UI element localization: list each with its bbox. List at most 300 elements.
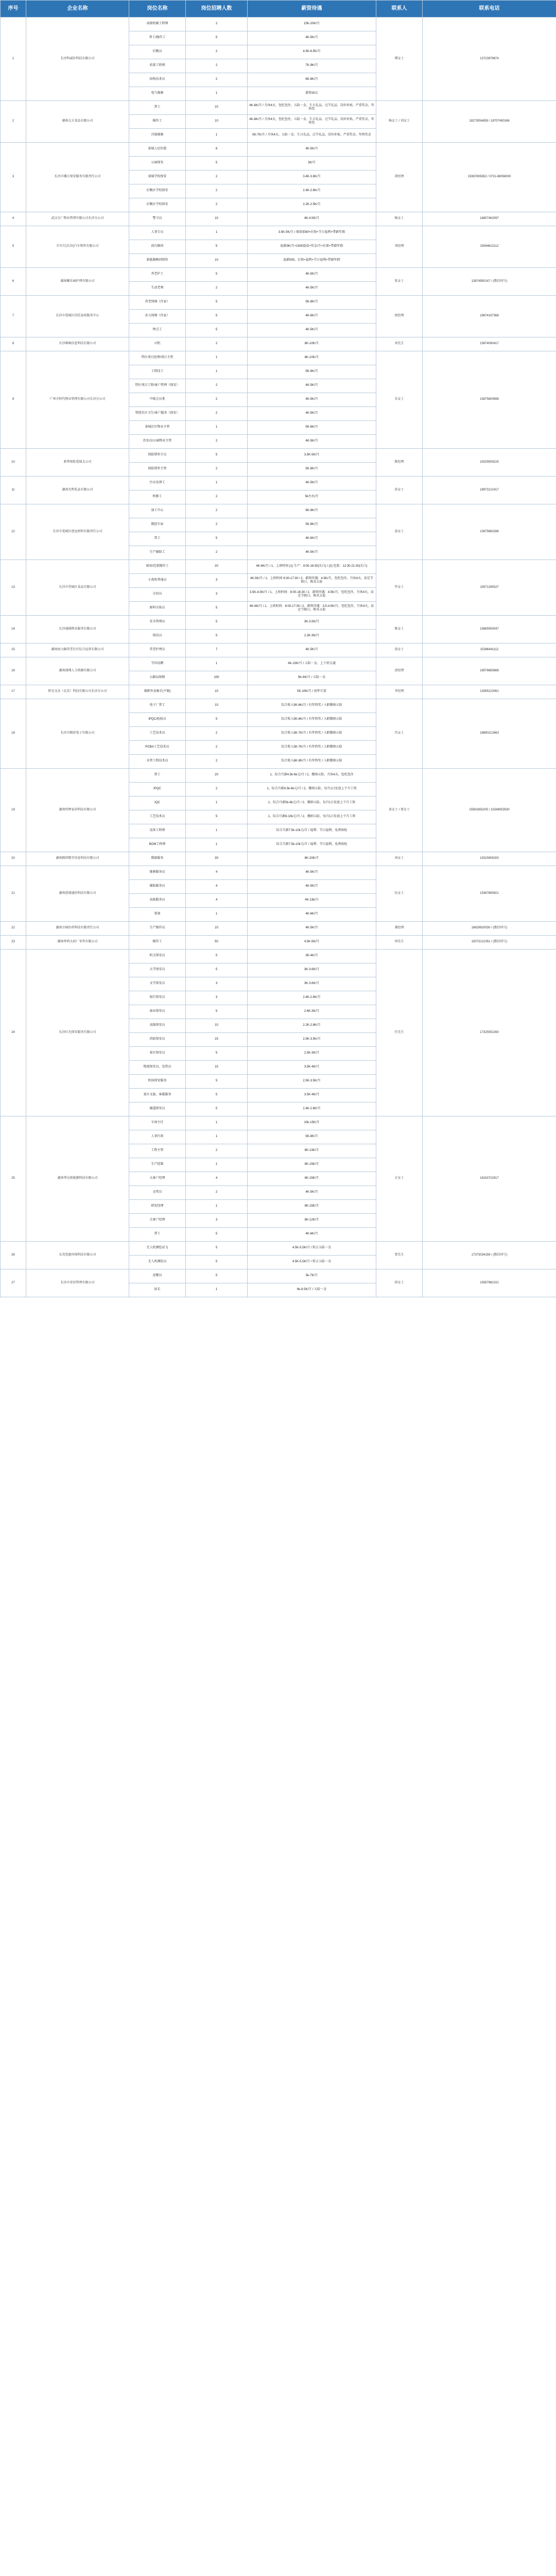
contact-phone: 17325052260	[423, 950, 556, 1116]
company-seq: 14	[1, 616, 26, 643]
position-salary: 4K-5K/月	[248, 324, 376, 337]
position-name: 策划	[129, 908, 186, 922]
position-salary: 4K-5K/月	[248, 268, 376, 282]
table-row	[1, 950, 556, 963]
position-name: 商业保安员	[129, 1005, 186, 1019]
contact-phone: 18576883668	[423, 657, 556, 685]
contact-person: 黄女士 / 蔡女士	[376, 769, 423, 852]
position-salary: 综合收入5K-7K/月 / 有年终奖 / 入职缴纳五险	[248, 741, 376, 755]
position-count: 1	[186, 365, 248, 379]
contact-phone: 15675800698	[423, 351, 556, 449]
contact-person: 杨女士 / 刘女士	[376, 101, 423, 143]
position-salary: 4.5K-5.5K/月 / 转正五险一金	[248, 1256, 376, 1269]
position-salary: 5K-8K/月	[248, 463, 376, 477]
position-count: 5	[186, 963, 248, 977]
position-salary: 4K-5K/月	[248, 407, 376, 421]
position-name: 钟点工	[129, 324, 186, 337]
header-salary: 薪资待遇	[248, 1, 376, 18]
position-name: 公园保安	[129, 157, 186, 171]
position-name: 兼职外卖骑手(不限)	[129, 685, 186, 699]
company-seq: 10	[1, 449, 26, 477]
contact-phone: 18807462097	[423, 212, 556, 226]
position-count: 2	[186, 490, 248, 504]
position-name: 无人机测绘试飞	[129, 1242, 186, 1256]
contact-person: 李经理	[376, 685, 423, 699]
company-seq: 23	[1, 936, 26, 950]
position-name: 养老保姆（住家）	[129, 296, 186, 310]
position-salary: 4K-5K/月	[248, 866, 376, 880]
position-count: 2	[186, 546, 248, 560]
position-salary: 2.2K-2.8K/月	[248, 1019, 376, 1033]
position-count: 10	[186, 115, 248, 129]
contact-phone: 15025509225	[423, 449, 556, 477]
position-name: 保险销售主管	[129, 463, 186, 477]
position-salary: 4K-5K/月	[248, 379, 376, 393]
contact-phone: 15073121051 / (微信同号)	[423, 936, 556, 950]
position-count: 15	[186, 1061, 248, 1075]
position-salary: 3K-3.5K/月	[248, 616, 376, 630]
contact-phone: 18874197368	[423, 296, 556, 337]
position-salary: 2.2K-3K/月	[248, 630, 376, 643]
position-salary: 8K-12K/月	[248, 1214, 376, 1228]
contact-phone: 15581655205 / 15348053530	[423, 769, 556, 852]
header-count: 岗位招聘人数	[186, 1, 248, 18]
contact-person: 孙女士	[376, 477, 423, 504]
position-salary: 1、综合月薪6-10k元/月 / 2、缴纳五险，每月1日发放上个月工资	[248, 810, 376, 824]
position-count: 1	[186, 1200, 248, 1214]
position-salary: 底薪500，社保+福利+节日福利+带薪年假	[248, 254, 376, 268]
company-seq: 12	[1, 504, 26, 560]
position-count: 1	[186, 796, 248, 810]
company-name: 长沙市安居管理有限公司	[26, 1269, 129, 1297]
contact-phone: 15865050047	[423, 616, 556, 643]
position-salary: 底薪3K/月+1500提成+奖金/月+社保+带薪年假	[248, 240, 376, 254]
position-count: 20	[186, 769, 248, 783]
table-row	[1, 699, 556, 713]
company-name: 湖南华鸿大药厂零售有限公司	[26, 936, 129, 950]
position-name: 水管工程技术员	[129, 755, 186, 769]
table-row	[1, 1116, 556, 1130]
table-row	[1, 769, 556, 783]
position-salary: 5K-6K/月 / 五险一金	[248, 671, 376, 685]
position-salary: 4K-6K/月	[248, 532, 376, 546]
position-salary: 3K/月	[248, 157, 376, 171]
position-name: 小夜班普通员	[129, 574, 186, 588]
position-name: 高级机械工程师	[129, 18, 186, 31]
contact-phone: 18890212663	[423, 699, 556, 769]
position-count: 1	[186, 1130, 248, 1144]
position-count: 30	[186, 852, 248, 866]
position-name: 普工	[129, 101, 186, 115]
position-salary: 综合收入6K-9K/月 / 有年终奖 / 入职缴纳五险	[248, 755, 376, 769]
position-salary: 1、综合月薪4.5k-6k元/月 / 2、缴纳五险，月休4天，包吃包住	[248, 769, 376, 783]
company-name: 湖南盛翔人力资源有限公司	[26, 657, 129, 685]
company-seq: 17	[1, 685, 26, 699]
position-count: 2	[186, 407, 248, 421]
position-salary: 2.5K-3K/月	[248, 1047, 376, 1061]
table-row	[1, 143, 556, 157]
contact-person: 朱女士	[376, 351, 423, 449]
position-count: 100	[186, 671, 248, 685]
position-count: 2	[186, 755, 248, 769]
position-name: 仓管员	[129, 1186, 186, 1200]
contact-phone: 17373034159 / (微信同号)	[423, 1242, 556, 1269]
contact-phone: 18163722917	[423, 1116, 556, 1242]
position-name: 工程技工	[129, 365, 186, 379]
contact-phone: 18973122417	[423, 477, 556, 504]
contact-person: 陈女士	[376, 616, 423, 643]
position-count: 10	[186, 254, 248, 268]
position-salary: 8K-15K/月	[248, 1200, 376, 1214]
position-salary: 4K-6K/月	[248, 310, 376, 324]
position-count: 5	[186, 1256, 248, 1269]
contact-phone: 15597982151	[423, 1269, 556, 1297]
position-name: 人事专员	[129, 226, 186, 240]
position-salary: 4K-5K/月	[248, 143, 376, 157]
position-salary: 4.5K-5.5K/月 / 转正五险一金	[248, 1242, 376, 1256]
position-count: 3	[186, 977, 248, 991]
table-row	[1, 504, 556, 518]
contact-person: 罗女士	[376, 560, 423, 616]
table-row	[1, 657, 556, 671]
contact-phone: 13675883286	[423, 504, 556, 560]
position-count: 10	[186, 922, 248, 936]
company-seq: 4	[1, 212, 26, 226]
position-name: 银行保安员	[129, 991, 186, 1005]
position-name: 操作工	[129, 936, 186, 950]
position-count: 2	[186, 463, 248, 477]
position-name: 站长	[129, 1283, 186, 1297]
company-seq: 16	[1, 657, 26, 685]
position-count: 5	[186, 324, 248, 337]
position-count: 1	[186, 226, 248, 240]
position-salary: 8K-20K/月	[248, 852, 376, 866]
table-row	[1, 449, 556, 463]
position-name: 治安员/公园物业主管	[129, 435, 186, 449]
position-count: 4	[186, 894, 248, 908]
position-count: 2	[186, 171, 248, 184]
position-salary: 3.5K-4.5K/月 / 1、上班时间：8:00-16:30 / 2、薪资待遇：4.5K/月，包吃包住，月休4天，法定节假日，购买五险	[248, 588, 376, 602]
position-count: 1	[186, 1158, 248, 1172]
position-salary: 4K-5K/月	[248, 546, 376, 560]
header-seq: 序号	[1, 1, 26, 18]
contact-phone: 15874090417	[423, 337, 556, 351]
position-name: 后勤员	[129, 45, 186, 59]
position-count: 5	[186, 616, 248, 630]
table-row	[1, 560, 556, 574]
position-count: 10	[186, 212, 248, 226]
table-row	[1, 268, 556, 282]
table-row	[1, 685, 556, 699]
header-phone: 联系电话	[423, 1, 556, 18]
position-salary: 5K-8K/月	[248, 296, 376, 310]
position-salary: 5k左右/月	[248, 490, 376, 504]
position-name: 高级保安员	[129, 1019, 186, 1033]
position-salary: 8K-13K/月	[248, 1144, 376, 1158]
company-name: 湖南创视通信科技有限公司	[26, 866, 129, 922]
contact-phone: 13874950147 / (微信同号)	[423, 268, 556, 296]
company-name: 长沙市望城区食品有限公司	[26, 560, 129, 616]
position-salary: 4K-5K/月	[248, 1186, 376, 1200]
position-name: 污水处理工	[129, 477, 186, 490]
position-name: 文学保安员	[129, 977, 186, 991]
position-name: 景城人民医院	[129, 143, 186, 157]
position-count: 2	[186, 393, 248, 407]
position-name: 养老护理员	[129, 643, 186, 657]
position-count: 2	[186, 504, 248, 518]
company-name: 阳光文杰（北京）科技有限公司长沙分公司	[26, 685, 129, 699]
table-row	[1, 922, 556, 936]
contact-person: 周先生	[376, 936, 423, 950]
company-name: 湖南华达新能源科技有限公司	[26, 1116, 129, 1242]
position-count: 2	[186, 59, 248, 73]
position-salary: 2.2K-2.5K/月	[248, 198, 376, 212]
position-name: 前台顾问	[129, 240, 186, 254]
company-seq: 9	[1, 351, 26, 449]
company-seq: 27	[1, 1269, 26, 1297]
position-count: 4	[186, 1172, 248, 1186]
company-name: 广州市时代物业管理有限公司长沙分公司	[26, 351, 129, 449]
position-salary: 4K-5K/月	[248, 643, 376, 657]
position-count: 4	[186, 866, 248, 880]
company-name: 长沙通城物业服务有限公司	[26, 616, 129, 643]
position-salary: 5K-10K/月 / 按件计算	[248, 685, 376, 699]
contact-phone: 13065122061	[423, 685, 556, 699]
position-name: BOM工程师	[129, 838, 186, 852]
company-name: 武汉分厂物业管理有限公司长沙分公司	[26, 212, 129, 226]
position-count: 5	[186, 240, 248, 254]
position-name: 大客户经理	[129, 1214, 186, 1228]
position-salary: 6K-9K/月	[248, 504, 376, 518]
position-name: 大学保安员	[129, 963, 186, 977]
position-count: 5	[186, 602, 248, 616]
position-name: 设备工程师	[129, 824, 186, 838]
table-row	[1, 1242, 556, 1256]
table-row	[1, 18, 556, 31]
position-count: 1	[186, 824, 248, 838]
position-count: 5	[186, 950, 248, 963]
position-salary: 4K-6K/月 / 1、上班时间 (1) 生产：8:00-16:30(长白) / (2) 包装：12:30-21:30(长白)	[248, 560, 376, 574]
position-name: IQC	[129, 796, 186, 810]
position-name: 质量工程师	[129, 59, 186, 73]
contact-phone: 15084622112	[423, 226, 556, 268]
table-row	[1, 866, 556, 880]
position-salary: 4K-5K/月	[248, 435, 376, 449]
company-name: 长沙市湘江保安服务有限责任公司	[26, 143, 129, 212]
position-name: 司机	[129, 337, 186, 351]
position-count: 1	[186, 908, 248, 922]
company-seq: 11	[1, 477, 26, 504]
position-name: 维修服务员	[129, 866, 186, 880]
company-name: 湖南海力赫养老社区综合运营有限公司	[26, 643, 129, 657]
position-count: 10	[186, 685, 248, 699]
company-name: 湖南精鸿数字信息科技有限公司	[26, 852, 129, 866]
position-count: 5	[186, 1242, 248, 1256]
position-count: 5	[186, 713, 248, 727]
contact-person: 刘女士	[376, 852, 423, 866]
contact-person: 肖女士	[376, 699, 423, 769]
position-salary: 6k-8.5K/月 / 五险一金	[248, 1283, 376, 1297]
company-seq: 3	[1, 143, 26, 212]
position-count: 2	[186, 18, 248, 31]
position-name: 生产辅助工	[129, 546, 186, 560]
company-seq: 19	[1, 769, 26, 852]
position-salary: 综合收入5K-7K/月 / 有年终奖 / 入职缴纳五险	[248, 727, 376, 741]
position-name: 新能源顾问销售	[129, 254, 186, 268]
contact-phone: 13723979674	[423, 18, 556, 101]
position-count: 2	[186, 282, 248, 296]
position-salary: 5K-6K/月	[248, 365, 376, 379]
contact-person: 张女士	[376, 268, 423, 296]
position-count: 5	[186, 1103, 248, 1116]
position-salary: 4K-5K/月 / 1、上班时间 8:30-17:30 / 2、薪资待遇：4-5K/月，包吃包住，月休4天，法定节假日，购买五险	[248, 574, 376, 588]
position-count: 1	[186, 657, 248, 671]
position-salary: 4K-10K/月 / 五险一金，上下班交通	[248, 657, 376, 671]
position-name: 公路局保障	[129, 671, 186, 685]
position-name: 研发经理	[129, 1200, 186, 1214]
position-name: 物流保安员、发热员	[129, 1061, 186, 1075]
position-salary: 4K-4.5K/月	[248, 212, 376, 226]
position-name: 结构技术员	[129, 73, 186, 87]
position-salary: 3.5K-4K/月	[248, 1089, 376, 1103]
position-salary: 4K-5K/月	[248, 282, 376, 296]
position-name: 保险销售专员	[129, 449, 186, 463]
position-count: 7	[186, 643, 248, 657]
company-name: 百车行(长沙)汽车销售有限公司	[26, 226, 129, 268]
position-salary: 3K-4K/月	[248, 950, 376, 963]
position-count: 2	[186, 1186, 248, 1200]
position-salary: 5K-8K/月	[248, 1130, 376, 1144]
contact-person: 伍女士	[376, 866, 423, 922]
position-salary: 4.5K-6.5K/月	[248, 45, 376, 59]
table-row	[1, 226, 556, 240]
position-count: 3	[186, 588, 248, 602]
position-salary: 4K-5K/月	[248, 393, 376, 407]
table-row	[1, 351, 556, 365]
position-name: 特区项目经理/项目主管	[129, 351, 186, 365]
position-count: 1	[186, 1116, 248, 1130]
position-salary: 3K-3.6K/月	[248, 963, 376, 977]
position-name: 生产操作员	[129, 922, 186, 936]
header-row	[1, 1, 556, 18]
position-salary: 3.4K-3.6K/月	[248, 171, 376, 184]
position-count: 5	[186, 532, 248, 546]
position-salary: 综合收入5K-6K/月 / 有年终奖 / 入职缴纳五险	[248, 699, 376, 713]
company-seq: 8	[1, 337, 26, 351]
position-name: 工艺技术员	[129, 810, 186, 824]
contact-person: 黄女士	[376, 643, 423, 657]
position-salary: 4K-6K/月 / 月休4天，包吃包住，五险一金，生日礼品，过节礼品，岗位补贴，严重奖金，年终奖	[248, 115, 376, 129]
company-name: 长沙维畅信息科技有限公司	[26, 337, 129, 351]
position-name: 普工/操作工	[129, 31, 186, 45]
position-count: 2	[186, 198, 248, 212]
company-name: 湖南颐乐园护理有限公司	[26, 268, 129, 296]
company-name: 湖南光明乳品有限公司	[26, 477, 129, 504]
contact-person: 唐经理	[376, 296, 423, 337]
position-name: 中级会员类	[129, 393, 186, 407]
company-seq: 20	[1, 852, 26, 866]
position-salary: 综合月薪7.5k-10k元/月 / 福利：节日福利、免费体检	[248, 824, 376, 838]
table-row	[1, 101, 556, 115]
position-count: 2	[186, 518, 248, 532]
position-salary: 5K-8K/月	[248, 518, 376, 532]
position-salary: 7K-9K/月	[248, 59, 376, 73]
position-name: 管控社区卫生/客户服务（保安）	[129, 407, 186, 421]
position-name: 厨房/包装操作工	[129, 560, 186, 574]
position-name: 学位招聘	[129, 657, 186, 671]
position-count: 2	[186, 741, 248, 755]
position-count: 5	[186, 1269, 248, 1283]
position-salary: 15K-20K/月	[248, 18, 376, 31]
position-name: 机场保安服务	[129, 1075, 186, 1089]
contact-phone: 19371195527	[423, 560, 556, 616]
position-salary: 8K-10K/月	[248, 351, 376, 365]
position-salary: 3.5K-5K/月	[248, 449, 376, 463]
position-count: 10	[186, 101, 248, 115]
position-count: 2	[186, 379, 248, 393]
contact-person: 陈经理	[376, 449, 423, 477]
position-name: 景城学校保安	[129, 171, 186, 184]
table-row	[1, 477, 556, 490]
position-salary: 4K-5K/月	[248, 880, 376, 894]
position-count: 5	[186, 1075, 248, 1089]
position-name: 警卫员	[129, 212, 186, 226]
company-seq: 24	[1, 950, 26, 1116]
position-name: 机关保安员	[129, 950, 186, 963]
position-salary: 4.5K-5K/月	[248, 936, 376, 950]
table-body	[1, 18, 556, 1297]
position-name: 冷链维修	[129, 129, 186, 143]
table-row	[1, 337, 556, 351]
contact-person: 谭女士	[376, 18, 423, 101]
position-count: 15	[186, 1033, 248, 1047]
company-name: 长沙红光保安服务有限公司	[26, 950, 129, 1116]
position-count: 5	[186, 310, 248, 324]
company-name: 新华保险爱城支公司	[26, 449, 129, 477]
company-seq: 22	[1, 922, 26, 936]
position-name: 数控车床	[129, 518, 186, 532]
position-name: 普工	[129, 532, 186, 546]
position-salary: 2.4K-2.6K/月	[248, 184, 376, 198]
table-row	[1, 852, 556, 866]
table-row	[1, 296, 556, 310]
position-count: 5	[186, 157, 248, 171]
position-count: 5	[186, 1228, 248, 1242]
position-name: 高级服务员	[129, 894, 186, 908]
contact-person: 胡经理	[376, 143, 423, 212]
position-salary: 8K-15K/月	[248, 1158, 376, 1172]
contact-person: 龚经理	[376, 922, 423, 936]
position-count: 1	[186, 351, 248, 365]
position-count: 4	[186, 880, 248, 894]
position-count: 3	[186, 574, 248, 588]
position-count: 2	[186, 45, 248, 59]
position-count: 1	[186, 838, 248, 852]
position-name: IPQC	[129, 783, 186, 796]
position-name: 大客户经理	[129, 1172, 186, 1186]
position-name: 养老护士	[129, 268, 186, 282]
position-name: 特区项目工程/客户管理（保安）	[129, 379, 186, 393]
position-count: 2	[186, 727, 248, 741]
position-count: 1	[186, 477, 248, 490]
position-name: 后勤区学校保安	[129, 198, 186, 212]
position-name: 消防保安员	[129, 1033, 186, 1047]
position-salary: 2.5K-3.5K/月	[248, 1075, 376, 1089]
position-salary: 1、综合月薪4.5k-6k元/月 / 2、缴纳五险，每月1日发放上个月工资	[248, 783, 376, 796]
company-seq: 13	[1, 560, 26, 616]
position-salary: 5K-7K/月 / 月休4天，五险一金，生日礼品，过节礼品，岗位补贴，严重奖金，年终奖金	[248, 129, 376, 143]
company-name: 长沙科威医科技有限公司	[26, 18, 129, 101]
